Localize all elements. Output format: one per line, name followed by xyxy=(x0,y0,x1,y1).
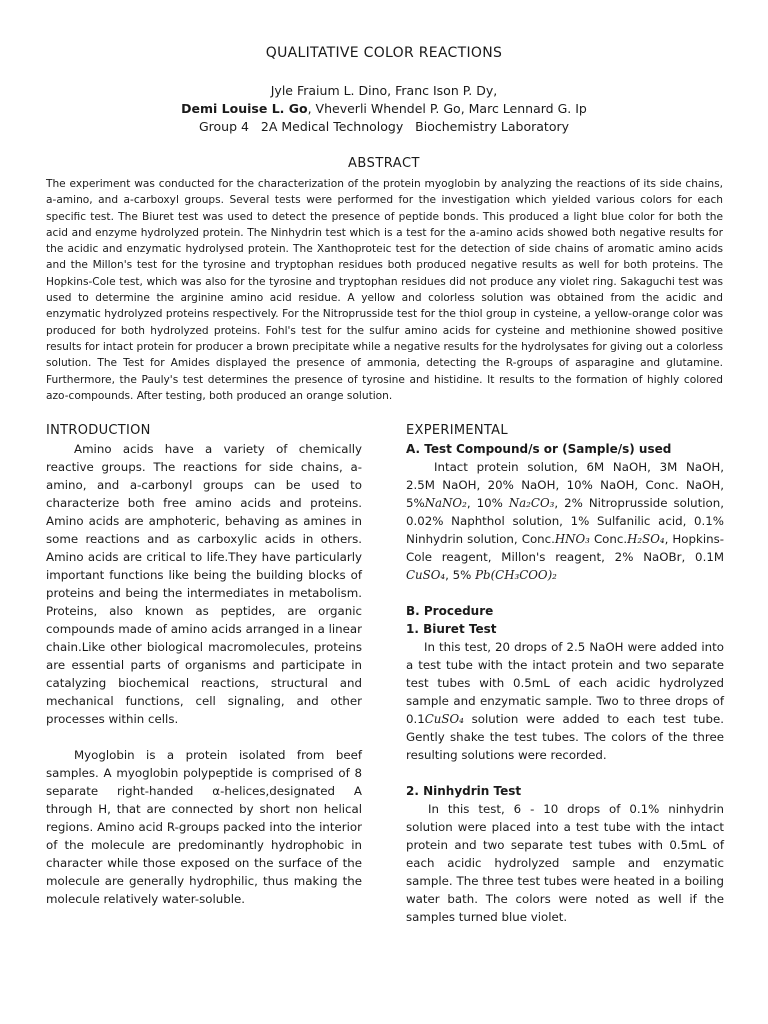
author-block xyxy=(0,82,768,136)
section-b-heading: B. Procedure xyxy=(406,604,494,618)
affiliation: Group 4 2A Medical Technology Biochemistry Laboratory xyxy=(198,119,570,134)
right-column xyxy=(406,422,724,926)
na2co3-formula: Na₂CO₃ xyxy=(508,496,555,510)
authors-line-2 xyxy=(0,100,768,118)
biuret-test-text xyxy=(406,638,724,764)
section-a-text-1: Intact protein solution, 6M NaOH, 3M NaOH, 2.5M NaOH, 20% NaOH, 10% NaOH, Conc. NaOH, 5% xyxy=(406,460,724,510)
section-a-text-2: , 10% xyxy=(466,496,509,510)
section-a-text-4: Conc. xyxy=(589,532,628,546)
abstract-text: The experiment was conducted for the characterization of the protein myoglobin by analyzing the reactions of its side chains, a-amino, and a-carboxyl groups. Several tests were performed for the investigation which yielded various colors for each specific test. The Biuret test was used to detect the presence of peptide bonds. This produced a light blue color for both the acid and enzyme hydrolyzed protein. The Ninhydrin test which is a test for the a-amino acids showed both negative results for the acidic and enzymatic hydrolysed protein. The Xanthoproteic test for the detection of side chains of aromatic amino acids and the Millon's test for the tyrosine and tryptophan residues both produced negative results as well for both proteins. The Hopkins-Cole test, which was also for the tyrosine and tryptophan residues did not produce any violet ring. Sakaguchi test was used to determine the arginine amino acid residue. A yellow and colorless solution was obtained from the acidic and enzymatic hydrolyzed proteins respectively. For the Nitroprusside test for the thiol group in cysteine, a yellow-orange color was produced for both hydrolyzed proteins. Fohl's test for the sulfur amino acids for cysteine and methionine showed positive results for intact protein for producer a brown precipitate while a negative results for the hydrolysates for giving out a colorless solution. The Test for Amides displayed the presence of ammonia, detecting the R-groups of asparagine and glutamine. Furthermore, the Pauly's test determines the presence of tyrosine and histidine. It results to the formation of highly colored azo-compounds. After testing, both produced an orange solution. xyxy=(46,178,723,402)
hno3-formula: HNO₃ xyxy=(554,532,590,546)
cuso4-formula: CuSO₄ xyxy=(406,568,446,582)
section-a-text-3: , 2% Nitroprusside solution, 0.02% Naphthol solution, 1% Sulfanilic acid, 0.1% Ninhydrin solution, Conc. xyxy=(406,496,724,546)
experimental-heading: EXPERIMENTAL xyxy=(406,423,508,438)
introduction-heading: INTRODUCTION xyxy=(46,423,151,438)
biuret-text-1: In this test, 20 drops of 2.5 NaOH were added into a test tube with the intact protein and two separate test tubes with 0.5mL of each acidic hydrolyzed sample and enzymatic sample. Two to three drops of 0.1 xyxy=(406,640,724,726)
h2so4-formula: H₂SO₄ xyxy=(627,532,665,546)
section-a-text xyxy=(406,458,724,584)
introduction-paragraph-2: Myoglobin is a protein isolated from beef samples. A myoglobin polypeptide is comprised of 8 separate right-handed α-helices,designated A through H, that are connected by short non helical regions. Amino acid R-groups packed into the interior of the molecule are predominantly hydrophobic in character while those exposed on the surface of the molecule are generally hydrophilic, thus making the molecule relatively water-soluble. xyxy=(46,748,362,906)
paper-title: QUALITATIVE COLOR REACTIONS xyxy=(265,45,503,61)
highlighted-author: Demi Louise L. Go xyxy=(181,101,308,116)
introduction-paragraph-1: Amino acids have a variety of chemically reactive groups. The reactions for side chains, a-amino, and a-carbonyl groups can be used to characterize both free amino acids and proteins. Amino acids are amphoteric, behaving as amines in some reactions and as carboxylic acids in others. Amino acids are critical to life.They have particularly important functions like being the building blocks of proteins and being the intermediates in metabolism. Proteins, also known as peptides, are organic compounds made of amino acids arranged in a linear chain.Like other biological macromolecules, proteins are essential parts of organisms and participate in catalyzing biochemical reactions, structural and mechanical functions, cell signaling, and other processes within cells. xyxy=(46,442,362,726)
ninhydrin-test-heading: 2. Ninhydrin Test xyxy=(406,784,522,798)
abstract-heading: ABSTRACT xyxy=(348,156,420,171)
ninhydrin-test-text: In this test, 6 - 10 drops of 0.1% ninhydrin solution were placed into a test tube with the intact protein and two separate test tubes with 0.5mL of each acidic hydrolyzed sample and enzymatic sample. The three test tubes were heated in a boiling water bath. The colors were noted as well if the samples turned blue violet. xyxy=(406,802,724,924)
authors-line-2-rest: , Vheverli Whendel P. Go, Marc Lennard G. Ip xyxy=(307,101,587,116)
lead-acetate-formula: Pb(CH₃COO)₂ xyxy=(475,568,557,582)
left-column xyxy=(46,422,362,908)
biuret-test-heading: 1. Biuret Test xyxy=(406,622,497,636)
biuret-text-2: solution were added to each test tube. Gently shake the test tubes. The colors of the three resulting solutions were recorded. xyxy=(406,712,724,762)
section-a-text-6: , 5% xyxy=(445,568,476,582)
biuret-cuso4-formula: CuSO₄ xyxy=(424,712,464,726)
section-a-text-5: , Hopkins-Cole reagent, Millon's reagent, 2% NaOBr, 0.1M xyxy=(406,532,724,564)
authors-line-1: Jyle Fraium L. Dino, Franc Ison P. Dy, xyxy=(270,83,498,98)
section-a-heading: A. Test Compound/s or (Sample/s) used xyxy=(406,442,672,456)
nano2-formula: NaNO₂ xyxy=(424,496,467,510)
